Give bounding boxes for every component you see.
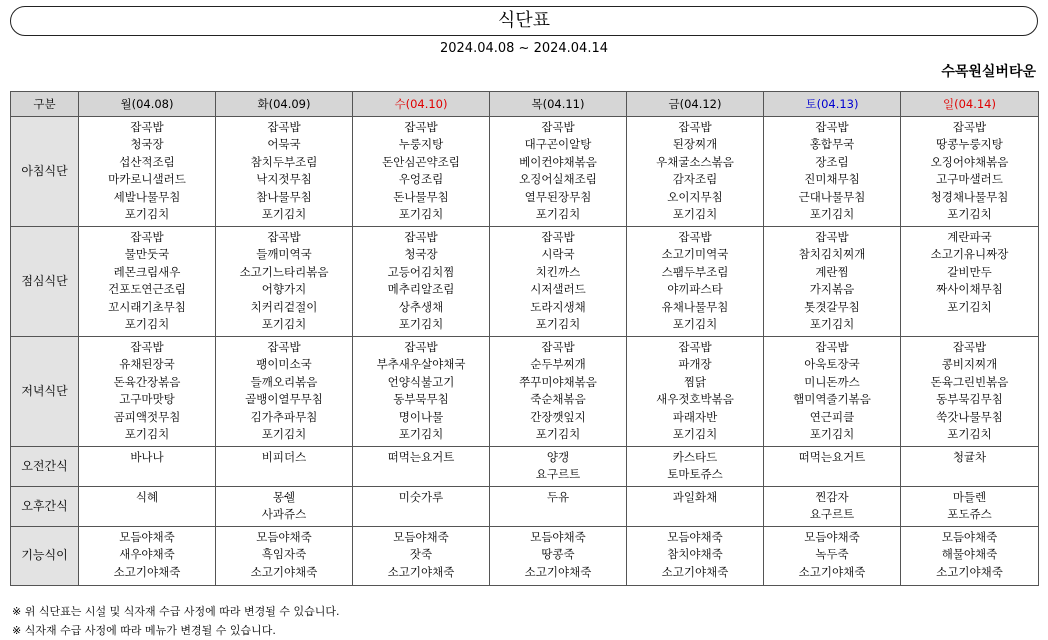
- menu-cell: [764, 117, 901, 227]
- table-body: [11, 117, 1039, 586]
- menu-cell: [216, 337, 353, 447]
- facility-name: 수목원실버타운: [941, 64, 1036, 80]
- menu-item: 떠먹는요거트: [798, 450, 866, 464]
- menu-item: 잡곡밥: [404, 120, 438, 134]
- meal-category: 기능식이: [11, 527, 79, 586]
- menu-item: 소고기유니짜장: [930, 247, 1009, 262]
- menu-item: 포기김치: [535, 207, 581, 222]
- menu-item: 물만둣국: [124, 247, 170, 262]
- menu-item: 소고기야채죽: [936, 564, 1003, 579]
- menu-item: 고등어김치찜: [387, 264, 455, 279]
- menu-cell: [764, 227, 901, 337]
- menu-item: 고구마샐러드: [936, 172, 1003, 187]
- menu-item: 치커리겉절이: [250, 299, 318, 314]
- menu-cell: [216, 527, 353, 586]
- header-day: 목(04.11): [490, 92, 627, 117]
- menu-item: 상추생채: [398, 299, 444, 314]
- menu-item: 새우젓호박볶음: [656, 392, 734, 407]
- table-row: [11, 227, 1039, 337]
- menu-item: 쑥갓나물무침: [936, 409, 1003, 424]
- menu-item: 부추새우살야채국: [376, 357, 466, 372]
- footnote: ※ 위 식단표는 시설 및 식자재 수급 사정에 따라 변경될 수 있습니다.: [12, 605, 340, 618]
- menu-cell: [490, 117, 627, 227]
- menu-item: 고구마맛탕: [119, 392, 175, 407]
- menu-item: 잡곡밥: [267, 340, 301, 354]
- menu-item: 섭산적조림: [119, 154, 175, 169]
- menu-item: 청경채나물무침: [930, 189, 1009, 204]
- table-row: [11, 447, 1039, 487]
- menu-item: 소고기야채죽: [113, 564, 181, 579]
- menu-item: 모듬야채죽: [530, 530, 586, 544]
- menu-cell: [764, 337, 901, 447]
- menu-cell: [901, 447, 1039, 487]
- menu-item: 어묵국: [267, 137, 301, 152]
- menu-item: 양갱: [546, 450, 570, 464]
- menu-item: 잡곡밥: [815, 340, 849, 354]
- menu-item: 카스타드: [672, 450, 718, 464]
- menu-item: 찐감자: [815, 490, 849, 504]
- menu-item: 톳겻갈무침: [804, 299, 860, 314]
- menu-item: 홍합무국: [809, 137, 855, 152]
- menu-item: 두유: [546, 490, 570, 504]
- header-day: 월(04.08): [79, 92, 216, 117]
- menu-item: 소고기야채죽: [798, 564, 866, 579]
- menu-item: 시락국: [541, 247, 575, 262]
- menu-item: 잡곡밥: [267, 230, 301, 244]
- menu-item: 스팸두부조림: [661, 264, 729, 279]
- menu-item: 포기김치: [947, 427, 992, 442]
- menu-item: 죽순채볶음: [530, 392, 586, 407]
- menu-item: 동부묵김무침: [936, 392, 1003, 407]
- menu-item: 땅콩죽: [541, 547, 575, 562]
- menu-item: 떠먹는요거트: [387, 450, 455, 464]
- menu-item: 오징어야채볶음: [930, 154, 1009, 169]
- table-header-row: [11, 92, 1039, 117]
- menu-cell: [353, 527, 490, 586]
- menu-item: 잣죽: [409, 547, 433, 562]
- menu-item: 아욱토장국: [804, 357, 860, 372]
- menu-item: 포기김치: [947, 207, 992, 222]
- menu-item: 포기김치: [809, 317, 855, 332]
- menu-item: 잡곡밥: [678, 230, 712, 244]
- menu-item: 포도쥬스: [947, 507, 992, 522]
- meal-category: 오전간식: [11, 447, 79, 487]
- menu-cell: [353, 117, 490, 227]
- menu-item: 간장깻잎지: [530, 409, 586, 424]
- menu-item: 동부묵무침: [393, 392, 449, 407]
- menu-cell: [216, 487, 353, 527]
- menu-item: 포기김치: [124, 207, 170, 222]
- menu-item: 언양식불고기: [387, 374, 455, 389]
- menu-cell: [490, 227, 627, 337]
- menu-item: 잡곡밥: [130, 340, 164, 354]
- menu-item: 잡곡밥: [952, 120, 987, 134]
- menu-item: 소고기야채죽: [661, 564, 729, 579]
- menu-cell: [490, 447, 627, 487]
- menu-item: 진미채무침: [804, 172, 860, 187]
- menu-item: 참치야채죽: [667, 547, 723, 562]
- menu-item: 잡곡밥: [678, 340, 712, 354]
- menu-item: 모듬야채죽: [667, 530, 723, 544]
- menu-item: 포기김치: [809, 207, 855, 222]
- menu-item: 어향가지: [261, 282, 307, 297]
- menu-item: 명이나물: [398, 409, 444, 424]
- menu-item: 모듬야채죽: [941, 530, 998, 544]
- menu-item: 땅콩누룽지탕: [936, 137, 1003, 152]
- menu-item: 시저샐러드: [530, 282, 586, 297]
- menu-item: 비피더스: [261, 450, 307, 464]
- menu-item: 누룽지탕: [398, 137, 444, 152]
- menu-item: 청국장: [130, 137, 164, 152]
- header-day: 토(04.13): [764, 92, 901, 117]
- menu-cell: [79, 487, 216, 527]
- meal-category: 저녁식단: [11, 337, 79, 447]
- menu-item: 잡곡밥: [130, 120, 164, 134]
- menu-item: 바나나: [130, 450, 164, 464]
- menu-item: 잡곡밥: [541, 340, 575, 354]
- menu-cell: [764, 447, 901, 487]
- menu-item: 포기김치: [947, 299, 992, 314]
- menu-item: 소고기느타리볶음: [239, 264, 329, 279]
- menu-item: 건포도연근조림: [108, 282, 186, 297]
- menu-item: 햄미역줄기볶음: [793, 392, 871, 407]
- menu-item: 계란파국: [947, 230, 992, 244]
- menu-item: 꼬시래기초무침: [108, 299, 186, 314]
- menu-item: 포기김치: [124, 317, 170, 332]
- menu-item: 곰피액젓무침: [113, 409, 181, 424]
- menu-cell: [901, 227, 1039, 337]
- menu-item: 연근피클: [809, 409, 855, 424]
- menu-item: 새우야채죽: [119, 547, 175, 562]
- menu-item: 모듬야채죽: [804, 530, 860, 544]
- menu-cell: [901, 527, 1039, 586]
- meal-category: 아침식단: [11, 117, 79, 227]
- menu-item: 도라지생채: [530, 299, 586, 314]
- menu-item: 포기김치: [535, 317, 581, 332]
- menu-item: 마카로니샐러드: [108, 172, 186, 187]
- menu-cell: [353, 227, 490, 337]
- menu-item: 김가추파무침: [250, 409, 318, 424]
- menu-cell: [353, 487, 490, 527]
- menu-cell: [490, 487, 627, 527]
- menu-item: 포기김치: [261, 427, 307, 442]
- table-row: [11, 117, 1039, 227]
- menu-item: 오이지무침: [667, 189, 723, 204]
- menu-item: 잡곡밥: [130, 230, 164, 244]
- menu-item: 감자조림: [672, 172, 718, 187]
- menu-item: 콩비지찌개: [941, 357, 998, 372]
- menu-item: 오징어실채조림: [519, 172, 597, 187]
- menu-cell: [216, 117, 353, 227]
- menu-item: 사과쥬스: [261, 507, 307, 522]
- menu-cell: [627, 117, 764, 227]
- menu-item: 참치두부조림: [250, 154, 318, 169]
- meal-category: 오후간식: [11, 487, 79, 527]
- menu-cell: [901, 337, 1039, 447]
- menu-item: 소고기야채죽: [524, 564, 592, 579]
- menu-cell: [901, 117, 1039, 227]
- header-day: 금(04.12): [627, 92, 764, 117]
- menu-cell: [79, 527, 216, 586]
- menu-item: 근대나물무침: [798, 189, 866, 204]
- menu-item: 마들렌: [952, 490, 987, 504]
- menu-item: 돈육그린빈볶음: [930, 374, 1009, 389]
- menu-item: 돈안심곤약조림: [382, 154, 460, 169]
- menu-cell: [216, 227, 353, 337]
- menu-item: 토마토쥬스: [667, 467, 723, 482]
- date-range: 2024.04.08 ~ 2024.04.14: [439, 41, 609, 56]
- menu-item: 짜사이채무침: [936, 282, 1003, 297]
- menu-item: 참나물무침: [256, 189, 312, 204]
- menu-item: 잡곡밥: [815, 230, 849, 244]
- menu-item: 포기김치: [398, 427, 444, 442]
- menu-item: 찜닭: [683, 374, 707, 389]
- menu-cell: [353, 447, 490, 487]
- menu-cell: [627, 227, 764, 337]
- menu-item: 포기김치: [398, 317, 444, 332]
- menu-item: 야끼파스타: [667, 282, 723, 297]
- meal-category: 점심식단: [11, 227, 79, 337]
- menu-item: 장조림: [815, 154, 849, 169]
- header-day: 일(04.14): [901, 92, 1039, 117]
- menu-cell: [79, 117, 216, 227]
- meal-table: [10, 91, 1039, 586]
- menu-item: 된장찌개: [672, 137, 718, 152]
- menu-item: 파개장: [678, 357, 712, 372]
- menu-item: 파래자반: [672, 409, 718, 424]
- menu-item: 베이컨야채볶음: [519, 154, 597, 169]
- menu-item: 돈육간장볶음: [113, 374, 181, 389]
- menu-item: 세발나물무침: [113, 189, 181, 204]
- page-title: 식단표: [10, 6, 1038, 36]
- menu-cell: [627, 447, 764, 487]
- menu-item: 열무된장무침: [524, 189, 592, 204]
- menu-item: 포기김치: [261, 207, 307, 222]
- menu-item: 요구르트: [535, 467, 581, 482]
- menu-cell: [627, 527, 764, 586]
- menu-item: 잡곡밥: [815, 120, 849, 134]
- menu-item: 가지볶음: [809, 282, 855, 297]
- menu-cell: [216, 447, 353, 487]
- menu-item: 잡곡밥: [267, 120, 301, 134]
- menu-item: 계란찜: [815, 264, 849, 279]
- menu-item: 참치김치찌개: [798, 247, 866, 262]
- menu-item: 쭈꾸미야채볶음: [519, 374, 597, 389]
- header-day: 화(04.09): [216, 92, 353, 117]
- menu-item: 요구르트: [809, 507, 855, 522]
- menu-cell: [627, 337, 764, 447]
- menu-item: 흑임자죽: [261, 547, 307, 562]
- header-category: 구분: [11, 92, 79, 117]
- footnotes: [12, 602, 339, 640]
- menu-item: 청귤차: [952, 450, 987, 464]
- menu-item: 몽쉘: [272, 490, 296, 504]
- footnote: ※ 식자재 수급 사정에 따라 메뉴가 변경될 수 있습니다.: [12, 624, 276, 637]
- menu-item: 잡곡밥: [404, 340, 438, 354]
- menu-item: 녹두죽: [815, 547, 849, 562]
- menu-item: 잡곡밥: [952, 340, 987, 354]
- menu-item: 모듬야채죽: [393, 530, 449, 544]
- menu-item: 포기김치: [124, 427, 170, 442]
- menu-item: 돈나물무침: [393, 189, 449, 204]
- menu-item: 잡곡밥: [678, 120, 712, 134]
- menu-item: 유채된장국: [119, 357, 175, 372]
- menu-item: 우채굴소스볶음: [656, 154, 734, 169]
- menu-cell: [764, 527, 901, 586]
- menu-cell: [79, 227, 216, 337]
- header-day: 수(04.10): [353, 92, 490, 117]
- menu-item: 골뱅이열무무침: [245, 392, 323, 407]
- menu-item: 미니돈까스: [804, 374, 860, 389]
- menu-item: 소고기야채죽: [250, 564, 318, 579]
- menu-item: 포기김치: [672, 207, 718, 222]
- menu-item: 잡곡밥: [541, 120, 575, 134]
- menu-item: 낙지젓무침: [256, 172, 312, 187]
- menu-item: 과일화채: [672, 490, 718, 504]
- menu-item: 해물야채죽: [941, 547, 998, 562]
- menu-item: 모듬야채죽: [256, 530, 312, 544]
- menu-item: 잡곡밥: [541, 230, 575, 244]
- menu-item: 대구곤이알탕: [524, 137, 592, 152]
- menu-cell: [79, 447, 216, 487]
- menu-cell: [627, 487, 764, 527]
- table-row: [11, 337, 1039, 447]
- menu-item: 청국장: [404, 247, 438, 262]
- menu-item: 식혜: [135, 490, 159, 504]
- menu-cell: [490, 337, 627, 447]
- table-row: [11, 527, 1039, 586]
- menu-cell: [901, 487, 1039, 527]
- menu-item: 메추리알조림: [387, 282, 455, 297]
- menu-item: 포기김치: [809, 427, 855, 442]
- menu-item: 포기김치: [261, 317, 307, 332]
- menu-item: 모듬야채죽: [119, 530, 175, 544]
- menu-item: 미숫가루: [398, 490, 444, 504]
- menu-item: 소고기야채죽: [387, 564, 455, 579]
- menu-item: 레몬크림새우: [113, 264, 181, 279]
- menu-item: 치킨까스: [535, 264, 581, 279]
- menu-item: 우엉조림: [398, 172, 444, 187]
- menu-cell: [353, 337, 490, 447]
- menu-item: 잡곡밥: [404, 230, 438, 244]
- table-row: [11, 487, 1039, 527]
- menu-item: 포기김치: [398, 207, 444, 222]
- menu-item: 갈비만두: [947, 264, 992, 279]
- menu-item: 들깨오리볶음: [250, 374, 318, 389]
- menu-item: 들깨미역국: [256, 247, 312, 262]
- menu-cell: [79, 337, 216, 447]
- menu-cell: [490, 527, 627, 586]
- menu-item: 포기김치: [535, 427, 581, 442]
- menu-item: 소고기미역국: [661, 247, 729, 262]
- menu-item: 포기김치: [672, 317, 718, 332]
- menu-item: 팽이미소국: [256, 357, 312, 372]
- menu-item: 포기김치: [672, 427, 718, 442]
- menu-item: 유채나물무침: [661, 299, 729, 314]
- menu-cell: [764, 487, 901, 527]
- menu-item: 순두부찌개: [530, 357, 586, 372]
